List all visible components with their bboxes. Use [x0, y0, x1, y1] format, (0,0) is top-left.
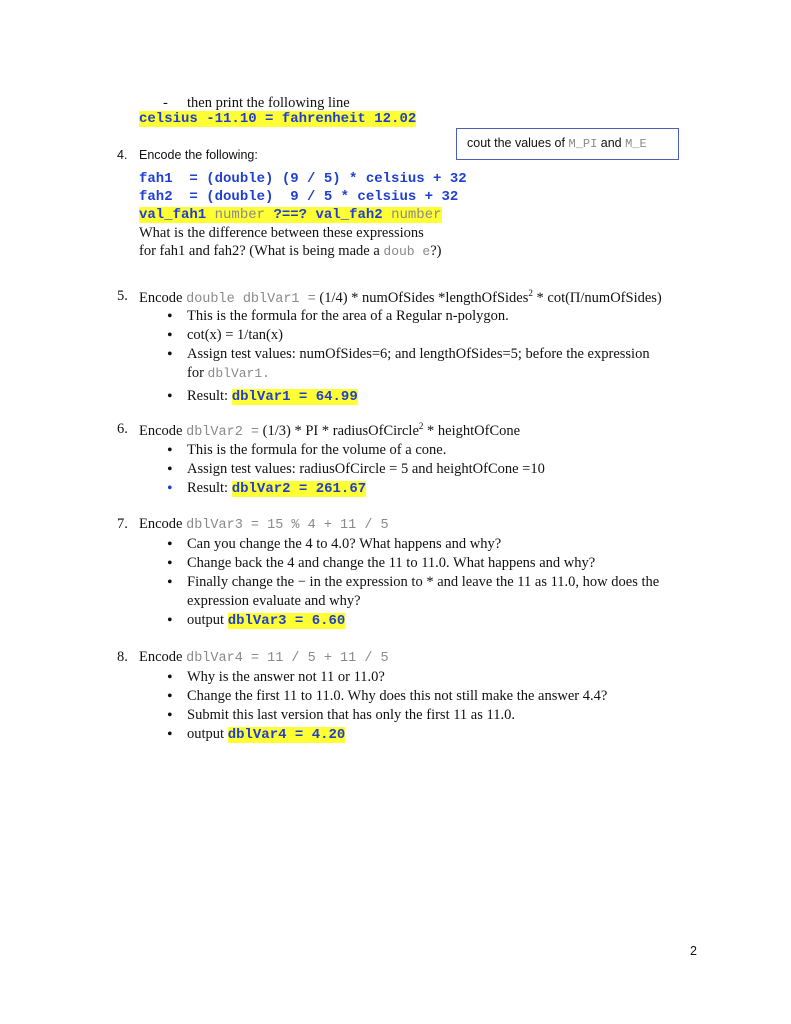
item4-code-line1: fah1 = (double) (9 / 5) * celsius + 32: [139, 171, 467, 187]
item7-heading: [139, 516, 389, 533]
compare-op: ?==?: [273, 207, 308, 223]
item8-output-value: dblVar4 = 4.20: [227, 727, 346, 743]
item6-formula-sup: 2: [418, 421, 424, 431]
item8-bullet2-text: Change the first 11 to 11.0. Why does this not still make the answer 4.4?: [187, 688, 608, 704]
item7-bullet3: [167, 573, 659, 611]
item8-output-label: output: [187, 726, 225, 742]
item4-code-line3: [139, 207, 442, 223]
item4-number: 4.: [117, 148, 128, 162]
item5-bullet2: [167, 326, 650, 345]
callout-mid: and: [600, 136, 622, 150]
item7-output-label: output: [187, 612, 225, 628]
item4-question2-text: for fah1 and fah2? (What is being made a: [139, 243, 380, 259]
item8-bullet1: [167, 668, 607, 687]
item8-encode: Encode: [139, 649, 183, 665]
item5-bullet2-text: cot(x) = 1/tan(x): [187, 327, 283, 343]
item5-encode: Encode: [139, 289, 183, 306]
number-placeholder-1: number: [214, 207, 266, 223]
item4-question2: [139, 243, 441, 260]
item6-result-label: Result:: [187, 480, 229, 496]
item5-formula-sup: 2: [528, 288, 533, 298]
item5-result-value: dblVar1 = 64.99: [231, 389, 358, 405]
item6-bullet1-text: This is the formula for the volume of a cone.: [187, 442, 447, 458]
item5-formula-a: (1/4) * numOfSides *lengthOfSides: [319, 289, 529, 306]
page-number: 2: [690, 944, 697, 958]
item6-bullet2-text: Assign test values: radiusOfCircle = 5 and heightOfCone =10: [187, 461, 545, 477]
item6-encode: Encode: [139, 422, 183, 439]
item7-bullet2-text: Change back the 4 and change the 11 to 11.0. What happens and why?: [187, 555, 596, 571]
item5-formula-b: * cot(Π/numOfSides): [536, 289, 662, 306]
item5-bullets: [167, 307, 650, 407]
expected-output: celsius -11.10 = fahrenheit 12.02: [139, 111, 417, 127]
item4-code-line2: fah2 = (double) 9 / 5 * celsius + 32: [139, 189, 459, 205]
item6-bullet3: [167, 479, 545, 499]
callout-box: [456, 128, 679, 160]
item7-bullet4: [167, 611, 659, 631]
item4-heading: Encode the following:: [139, 148, 258, 162]
item4-question1: What is the difference between these expressions: [139, 225, 424, 241]
item7-bullet1: [167, 535, 659, 554]
item6-formula-a: (1/3) * PI * radiusOfCircle: [262, 422, 419, 439]
item8-heading: [139, 649, 389, 666]
item5-bullet4: [167, 387, 650, 407]
item8-bullet4: [167, 725, 607, 745]
item5-code: double dblVar1 =: [186, 291, 316, 307]
item8-code: dblVar4 = 11 / 5 + 11 / 5: [186, 651, 389, 666]
item7-bullet3-text: Finally change the − in the expression to * and leave the 11 as 11.0, how does the: [187, 574, 660, 590]
item7-bullets: [167, 535, 659, 631]
item8-bullets: [167, 668, 607, 745]
print-instruction: then print the following line: [187, 95, 350, 111]
item5-bullet1: [167, 307, 650, 326]
item5-heading: [139, 288, 662, 307]
callout-prefix: cout the values of: [467, 136, 565, 150]
item7-output-value: dblVar3 = 6.60: [227, 613, 346, 629]
item7-bullet3-cont: expression evaluate and why?: [187, 593, 361, 609]
item6-number: 6.: [117, 421, 128, 437]
item6-bullet2: [167, 460, 545, 479]
item4-question2-code: doub e: [383, 244, 431, 259]
item5-bullet3-for: for: [187, 365, 204, 381]
item5-result-label: Result:: [187, 388, 229, 404]
val-fah2: val_fah2: [315, 207, 383, 223]
item5-bullet3-code: dblVar1.: [207, 366, 270, 381]
callout-code-e: M_E: [625, 137, 647, 151]
item7-number: 7.: [117, 516, 128, 532]
item7-encode: Encode: [139, 516, 183, 532]
item4-question2-end: ?): [430, 243, 442, 259]
item5-bullet1-text: This is the formula for the area of a Regular n-polygon.: [187, 308, 509, 324]
item5-number: 5.: [117, 288, 128, 304]
item6-bullet1: [167, 441, 545, 460]
item6-bullets: [167, 441, 545, 499]
callout-code-pi: M_PI: [568, 137, 598, 151]
item8-bullet2: [167, 687, 607, 706]
item6-result-value: dblVar2 = 261.67: [231, 481, 367, 497]
callout-text: [467, 136, 647, 151]
item6-heading: [139, 421, 520, 440]
item8-number: 8.: [117, 649, 128, 665]
item7-bullet2: [167, 554, 659, 573]
item8-bullet3: [167, 706, 607, 725]
item7-bullet1-text: Can you change the 4 to 4.0? What happens and why?: [187, 536, 502, 552]
item8-bullet3-text: Submit this last version that has only the first 11 as 11.0.: [187, 707, 515, 723]
item6-formula-b: * heightOfCone: [427, 422, 521, 439]
item8-bullet1-text: Why is the answer not 11 or 11.0?: [187, 669, 385, 685]
val-fah1: val_fah1: [139, 207, 207, 223]
number-placeholder-2: number: [391, 207, 442, 223]
item5-bullet3-text: Assign test values: numOfSides=6; and lengthOfSides=5; before the expression: [187, 346, 650, 362]
item5-bullet3: [167, 345, 650, 383]
item6-code: dblVar2 =: [186, 424, 260, 440]
dash-marker: -: [163, 95, 168, 111]
item7-code: dblVar3 = 15 % 4 + 11 / 5: [186, 518, 389, 533]
